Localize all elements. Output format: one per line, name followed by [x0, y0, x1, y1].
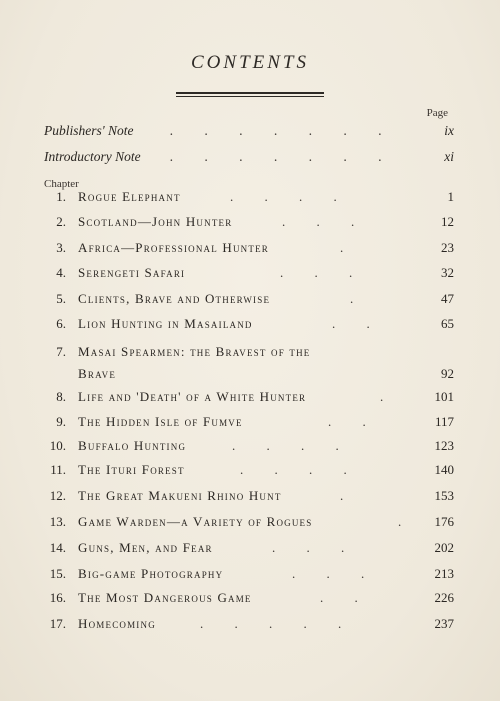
chapter-title: Big-game Photography — [78, 566, 224, 581]
leader-dots: . . . . — [240, 462, 361, 477]
toc-entry-chapter-15 — [0, 566, 500, 588]
chapter-number: 15. — [49, 566, 66, 581]
chapter-title-continued: Brave — [78, 366, 117, 381]
leader-dots: . . . — [272, 540, 359, 555]
title-rule-thick — [176, 92, 324, 94]
toc-entry-chapter-14 — [0, 540, 500, 562]
leader-dots: . . — [328, 414, 380, 429]
chapter-number: 14. — [49, 540, 66, 555]
leader-dots: . . . . — [230, 189, 351, 204]
chapter-page: 47 — [441, 291, 454, 306]
chapter-page: 65 — [441, 316, 454, 331]
toc-entry-title: Introductory Note — [44, 149, 141, 164]
toc-entry-chapter-17 — [0, 616, 500, 638]
toc-entry-chapter-9 — [0, 414, 500, 436]
chapter-number: 16. — [49, 590, 66, 605]
leader-dots: . . . . . . . — [170, 149, 396, 164]
chapter-number: 11. — [50, 462, 66, 477]
leader-dots: . . — [332, 316, 384, 331]
chapter-page: 153 — [434, 488, 454, 503]
chapter-number: 9. — [56, 414, 66, 429]
chapter-page: 1 — [447, 189, 454, 204]
chapter-page: 213 — [434, 566, 454, 581]
toc-entry-title: Publishers' Note — [44, 123, 134, 138]
chapter-column-header: Chapter — [44, 178, 79, 190]
leader-dots: . — [398, 514, 416, 529]
leader-dots: . — [380, 389, 398, 404]
chapter-page: 123 — [434, 438, 454, 453]
chapter-title: Buffalo Hunting — [78, 438, 187, 453]
chapter-title: The Most Dangerous Game — [78, 590, 252, 605]
chapter-title: Clients, Brave and Otherwise — [78, 291, 271, 306]
chapter-title: Masai Spearmen: the Bravest of the — [78, 344, 311, 359]
toc-entry-publishers-note — [0, 123, 500, 145]
chapter-page: 23 — [441, 240, 454, 255]
toc-entry-chapter-12 — [0, 488, 500, 510]
chapter-page: 237 — [434, 616, 454, 631]
chapter-page: 32 — [441, 265, 454, 280]
chapter-number: 1. — [56, 189, 66, 204]
chapter-title: Serengeti Safari — [78, 265, 186, 280]
chapter-number: 5. — [56, 291, 66, 306]
leader-dots: . — [340, 240, 358, 255]
toc-entry-chapter-3 — [0, 240, 500, 262]
chapter-page: 226 — [434, 590, 454, 605]
toc-entry-chapter-7 — [0, 344, 500, 388]
leader-dots: . . . . . — [200, 616, 356, 631]
leader-dots: . . . — [280, 265, 367, 280]
chapter-page: 176 — [434, 514, 454, 529]
chapter-number: 13. — [49, 514, 66, 529]
chapter-title: Africa—Professional Hunter — [78, 240, 269, 255]
chapter-title: The Ituri Forest — [78, 462, 185, 477]
chapter-page: 202 — [434, 540, 454, 555]
chapter-number: 2. — [56, 214, 66, 229]
chapter-number: 7. — [56, 344, 66, 359]
chapter-number: 12. — [49, 488, 66, 503]
chapter-title: Guns, Men, and Fear — [78, 540, 213, 555]
chapter-page: 101 — [434, 389, 454, 404]
toc-entry-chapter-11 — [0, 462, 500, 484]
chapter-title: Rogue Elephant — [78, 189, 181, 204]
page-title: CONTENTS — [191, 52, 309, 73]
toc-entry-chapter-16 — [0, 590, 500, 612]
leader-dots: . . . — [292, 566, 379, 581]
toc-entry-chapter-8 — [0, 389, 500, 411]
chapter-number: 17. — [49, 616, 66, 631]
chapter-title: The Hidden Isle of Fumve — [78, 414, 243, 429]
chapter-title: Homecoming — [78, 616, 156, 631]
chapter-page: 12 — [441, 214, 454, 229]
chapter-page: 140 — [434, 462, 454, 477]
toc-entry-chapter-4 — [0, 265, 500, 287]
chapter-number: 6. — [56, 316, 66, 331]
toc-entry-chapter-10 — [0, 438, 500, 460]
chapter-number: 10. — [49, 438, 66, 453]
page-column-header: Page — [426, 107, 448, 119]
leader-dots: . . . . — [232, 438, 353, 453]
toc-entry-introductory-note — [0, 149, 500, 171]
toc-entry-chapter-6 — [0, 316, 500, 338]
chapter-title: Life and 'Death' of a White Hunter — [78, 389, 307, 404]
chapter-number: 8. — [56, 389, 66, 404]
toc-entry-chapter-1 — [0, 189, 500, 211]
chapter-page: 92 — [441, 366, 454, 381]
chapter-title: Game Warden—a Variety of Rogues — [78, 514, 313, 529]
chapter-page: 117 — [434, 414, 454, 429]
toc-entry-chapter-2 — [0, 214, 500, 236]
title-rule-thin — [176, 96, 324, 97]
toc-entry-chapter-13 — [0, 514, 500, 536]
leader-dots: . — [340, 488, 358, 503]
toc-entry-chapter-5 — [0, 291, 500, 313]
leader-dots: . — [350, 291, 368, 306]
chapter-title: Lion Hunting in Masailand — [78, 316, 253, 331]
chapter-title: The Great Makueni Rhino Hunt — [78, 488, 282, 503]
chapter-number: 4. — [56, 265, 66, 280]
toc-entry-page: ix — [444, 123, 454, 138]
leader-dots: . . . — [282, 214, 369, 229]
chapter-number: 3. — [56, 240, 66, 255]
toc-entry-page: xi — [444, 149, 454, 164]
leader-dots: . . — [320, 590, 372, 605]
chapter-title: Scotland—John Hunter — [78, 214, 233, 229]
leader-dots: . . . . . . . — [170, 123, 396, 138]
